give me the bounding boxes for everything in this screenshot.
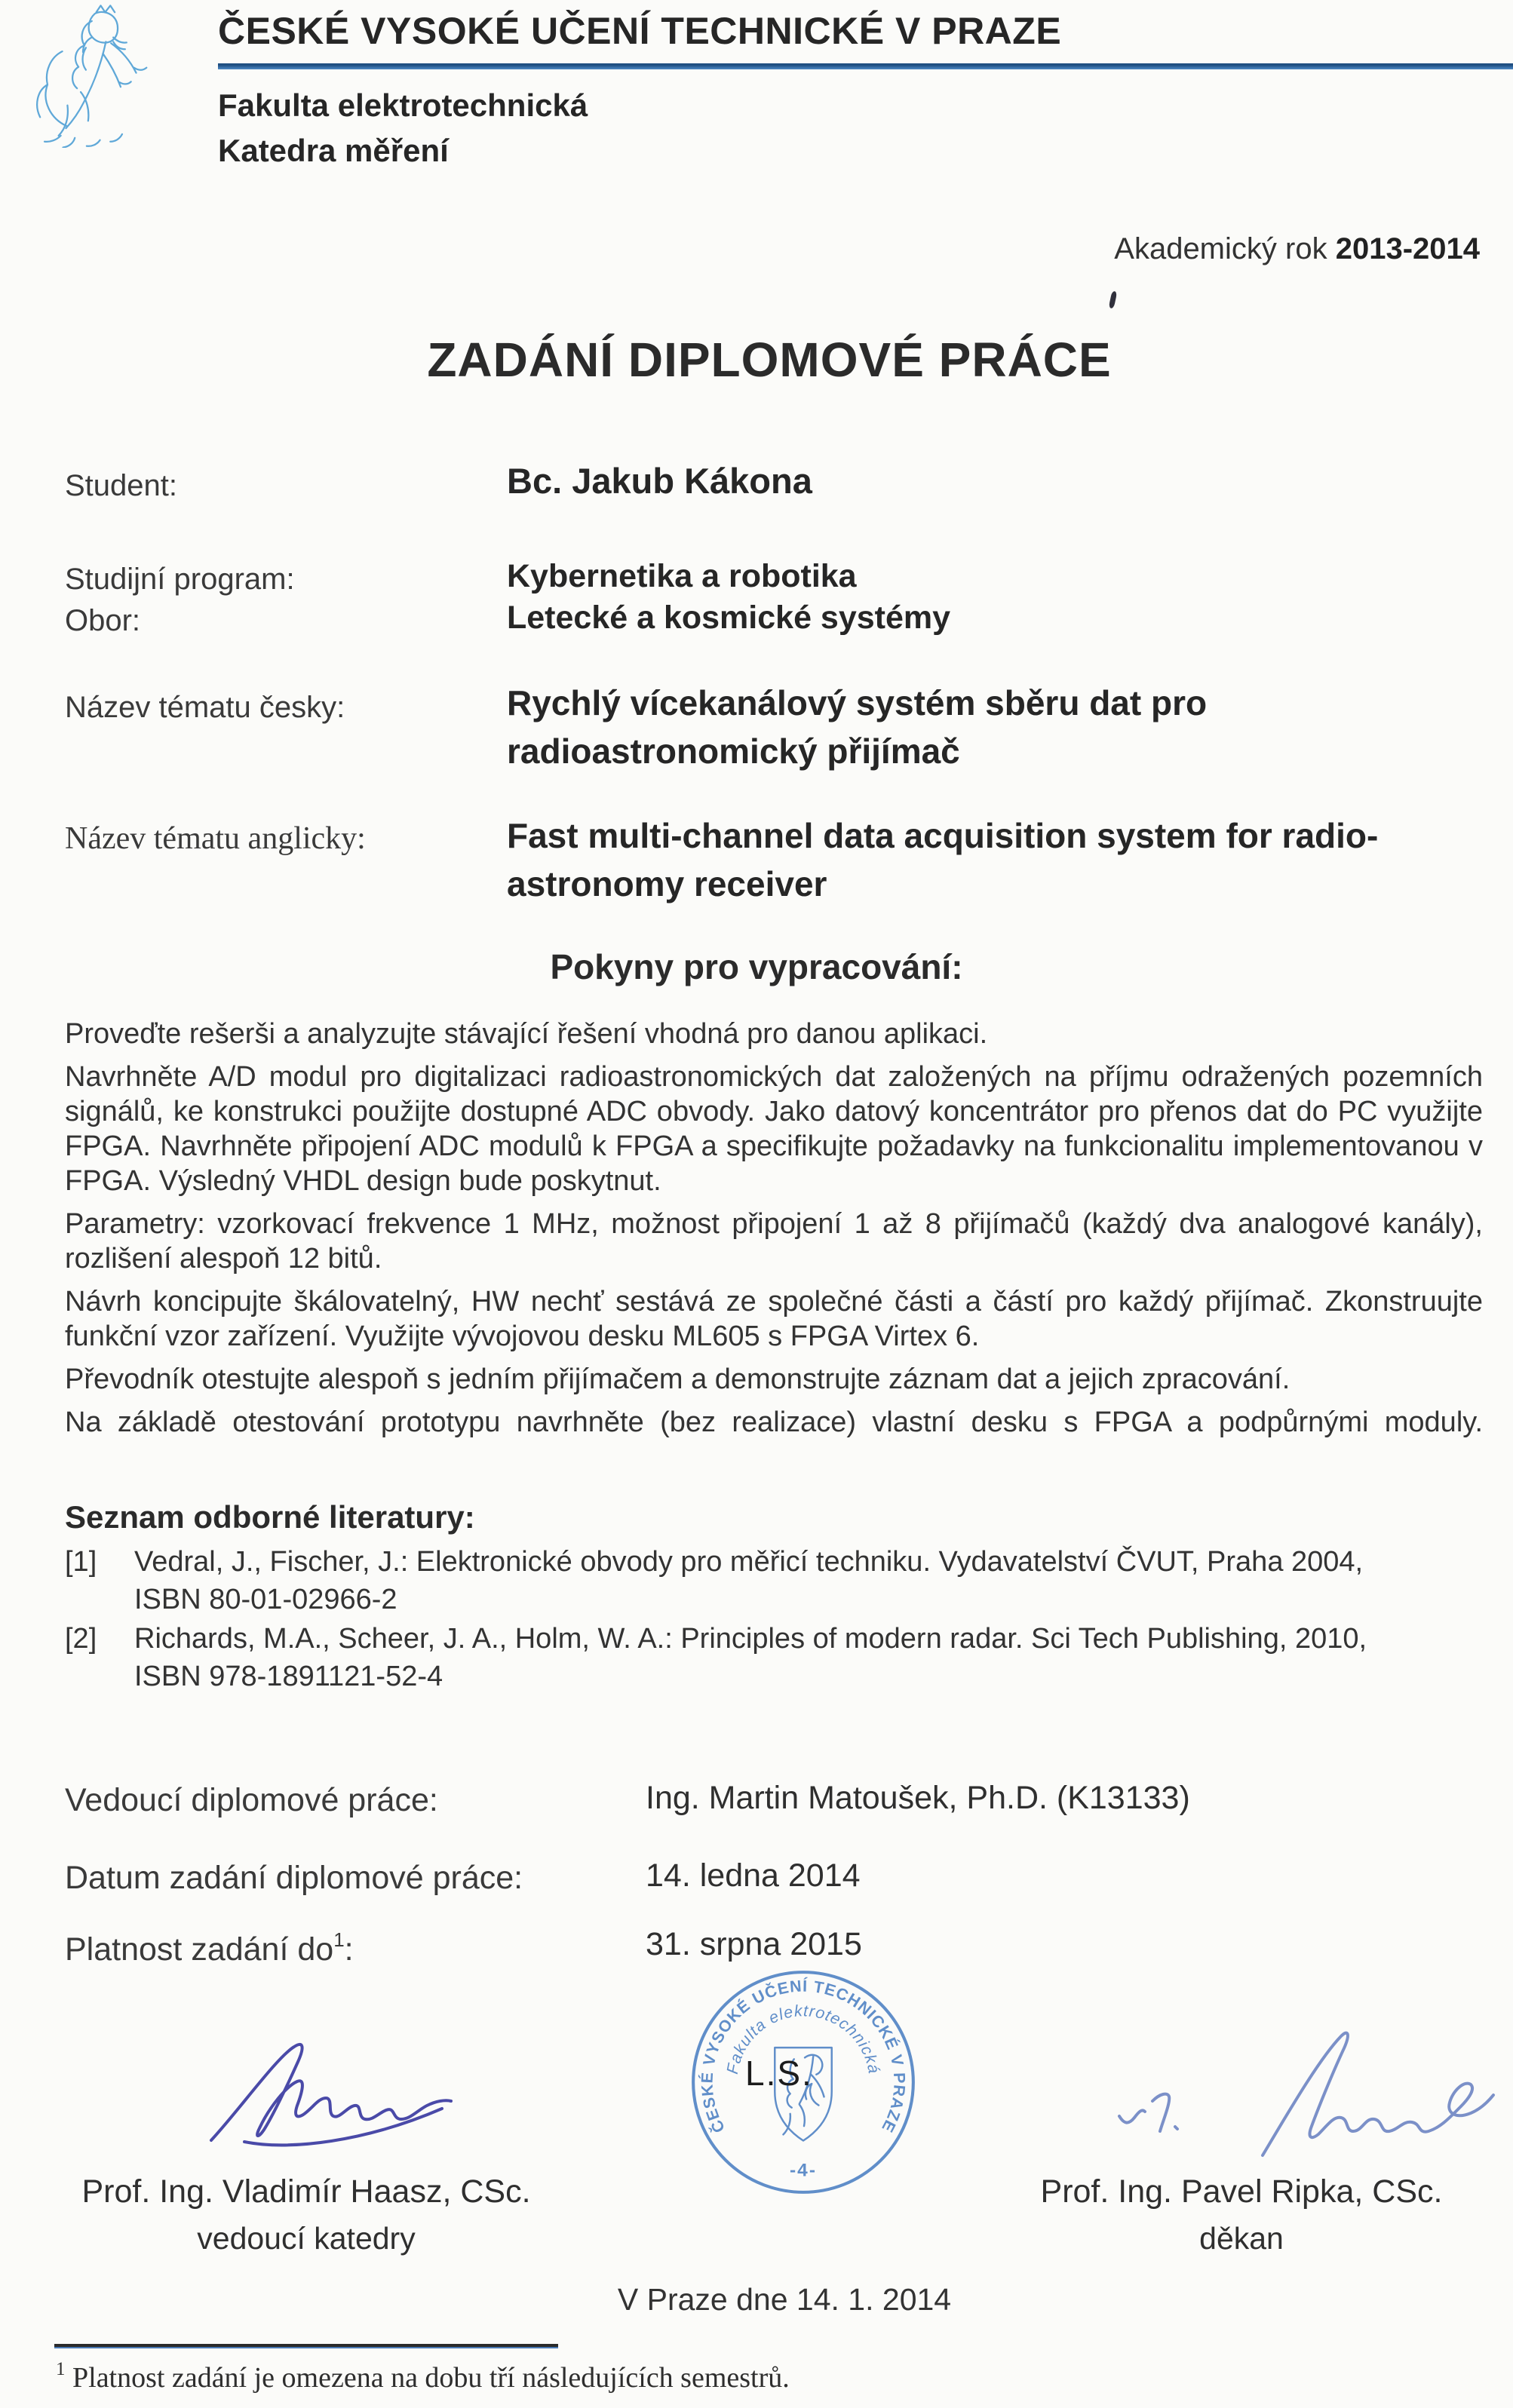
validity-footnote-ref: 1	[333, 1928, 345, 1951]
signatory-left-role: vedoucí katedry	[197, 2221, 416, 2256]
instruction-paragraph: Návrh koncipujte škálovatelný, HW nechť sestává ze společné části a částí pro každý přijímač. Zkonstruujte funkční vzor zařízení. Využijte vývojovou desku ML605 s FPGA Virtex 6.	[65, 1286, 1483, 1352]
instructions-heading: Pokyny pro vypracování:	[550, 947, 963, 986]
validity-value: 31. srpna 2015	[646, 1926, 862, 1962]
academic-year	[1114, 232, 1480, 266]
header-rule	[218, 63, 1513, 69]
literature-line: ISBN 80-01-02966-2	[134, 1584, 397, 1615]
document-title: ZADÁNÍ DIPLOMOVÉ PRÁCE	[427, 333, 1112, 387]
literature-line: Vedral, J., Fischer, J.: Elektronické obvody pro měřicí techniku. Vydavatelství ČVUT, Praha 2004,	[134, 1546, 1364, 1578]
assignment-date-label: Datum zadání diplomové práce:	[65, 1860, 523, 1896]
literature-index: [2]	[65, 1623, 97, 1655]
validity-label-text: Platnost zadání do	[65, 1931, 334, 1968]
footnote-rule	[54, 2344, 558, 2348]
stamp-inner-text: Fakulta elektrotechnická	[723, 2002, 884, 2076]
validity-label	[65, 1928, 354, 1968]
student-label: Student:	[65, 469, 178, 502]
place-and-date: V Praze dne 14. 1. 2014	[617, 2282, 952, 2317]
literature-item	[65, 1543, 1490, 1618]
instruction-paragraph: Na základě otestování prototypu navrhněte (bez realizace) vlastní desku s FPGA a podpůrnými moduly.	[65, 1406, 1483, 1438]
program-value: Kybernetika a robotika	[507, 558, 857, 594]
footnote-marker: 1	[56, 2359, 66, 2379]
footnote-text: Platnost zadání je omezena na dobu tří následujících semestrů.	[72, 2362, 790, 2394]
instructions-body	[65, 1017, 1483, 1448]
supervisor-value: Ing. Martin Matoušek, Ph.D. (K13133)	[646, 1780, 1190, 1816]
signatory-left-name: Prof. Ing. Vladimír Haasz, CSc.	[81, 2173, 531, 2210]
instruction-paragraph: Navrhněte A/D modul pro digitalizaci radioastronomických dat založených na příjmu odražených pozemních signálů, ke konstrukci použijte dostupné ADC obvody. Jako datový koncentrátor pro přenos dat do PC využijte FPGA. Navrhněte připojení ADC modulů k FPGA a specifikujte požadavky na funkcionalitu implementovanou v FPGA. Výsledný VHDL design bude poskytnut.	[65, 1061, 1483, 1197]
stamp-outer-text: ČESKÉ VYSOKÉ UČENÍ TECHNICKÉ V PRAZE	[698, 1977, 909, 2136]
topic-en-label: Název tématu anglicky:	[65, 821, 366, 856]
academic-year-label: Akademický rok	[1114, 232, 1327, 265]
signatory-left	[80, 2173, 532, 2256]
university-name: ČESKÉ VYSOKÉ UČENÍ TECHNICKÉ V PRAZE	[218, 10, 1062, 52]
ctu-lion-logo	[9, 3, 194, 148]
scan-artifact-mark	[1109, 291, 1118, 309]
program-label: Studijní program:	[65, 563, 295, 596]
department-name: Katedra měření	[218, 133, 449, 168]
stamp-number: -4-	[789, 2160, 818, 2181]
assignment-date-value: 14. ledna 2014	[646, 1857, 861, 1894]
faculty-name: Fakulta elektrotechnická	[218, 87, 588, 123]
signature-haasz	[198, 2035, 458, 2157]
instruction-paragraph: Převodník otestujte alespoň s jedním přijímačem a demonstrujte záznam dat a jejich zpracování.	[65, 1364, 1290, 1395]
signatory-right	[1015, 2173, 1468, 2256]
literature-heading: Seznam odborné literatury:	[65, 1499, 475, 1535]
academic-year-value: 2013-2014	[1335, 232, 1480, 265]
instruction-paragraph: Proveďte rešerši a analyzujte stávající řešení vhodná pro danou aplikaci.	[65, 1018, 988, 1050]
footnote	[56, 2359, 790, 2394]
signature-ripka	[1098, 2026, 1513, 2161]
validity-colon: :	[344, 1931, 354, 1968]
branch-value: Letecké a kosmické systémy	[507, 600, 951, 636]
topic-cs-value: Rychlý vícekanálový systém sběru dat pro radioastronomický přijímač	[507, 683, 1208, 771]
literature-item	[65, 1620, 1490, 1695]
signatory-right-name: Prof. Ing. Pavel Ripka, CSc.	[1040, 2173, 1443, 2210]
literature-line: Richards, M.A., Scheer, J. A., Holm, W. A.: Principles of modern radar. Sci Tech Publishing, 2010,	[134, 1623, 1367, 1655]
supervisor-label: Vedoucí diplomové práce:	[65, 1782, 438, 1818]
branch-label: Obor:	[65, 604, 141, 637]
topic-cs-label: Název tématu česky:	[65, 691, 345, 724]
literature-index: [1]	[65, 1546, 97, 1578]
instruction-paragraph: Parametry: vzorkovací frekvence 1 MHz, možnost připojení 1 až 8 přijímačů (každý dva analogové kanály), rozlišení alespoň 12 bitů.	[65, 1208, 1483, 1275]
literature-line: ISBN 978-1891121-52-4	[134, 1661, 443, 1692]
topic-en-value: Fast multi-channel data acquisition system for radio-astronomy receiver	[507, 816, 1379, 903]
signatory-right-role: děkan	[1199, 2221, 1284, 2256]
ls-seal-mark: L.S.	[745, 2054, 813, 2093]
student-value: Bc. Jakub Kákona	[507, 461, 812, 501]
